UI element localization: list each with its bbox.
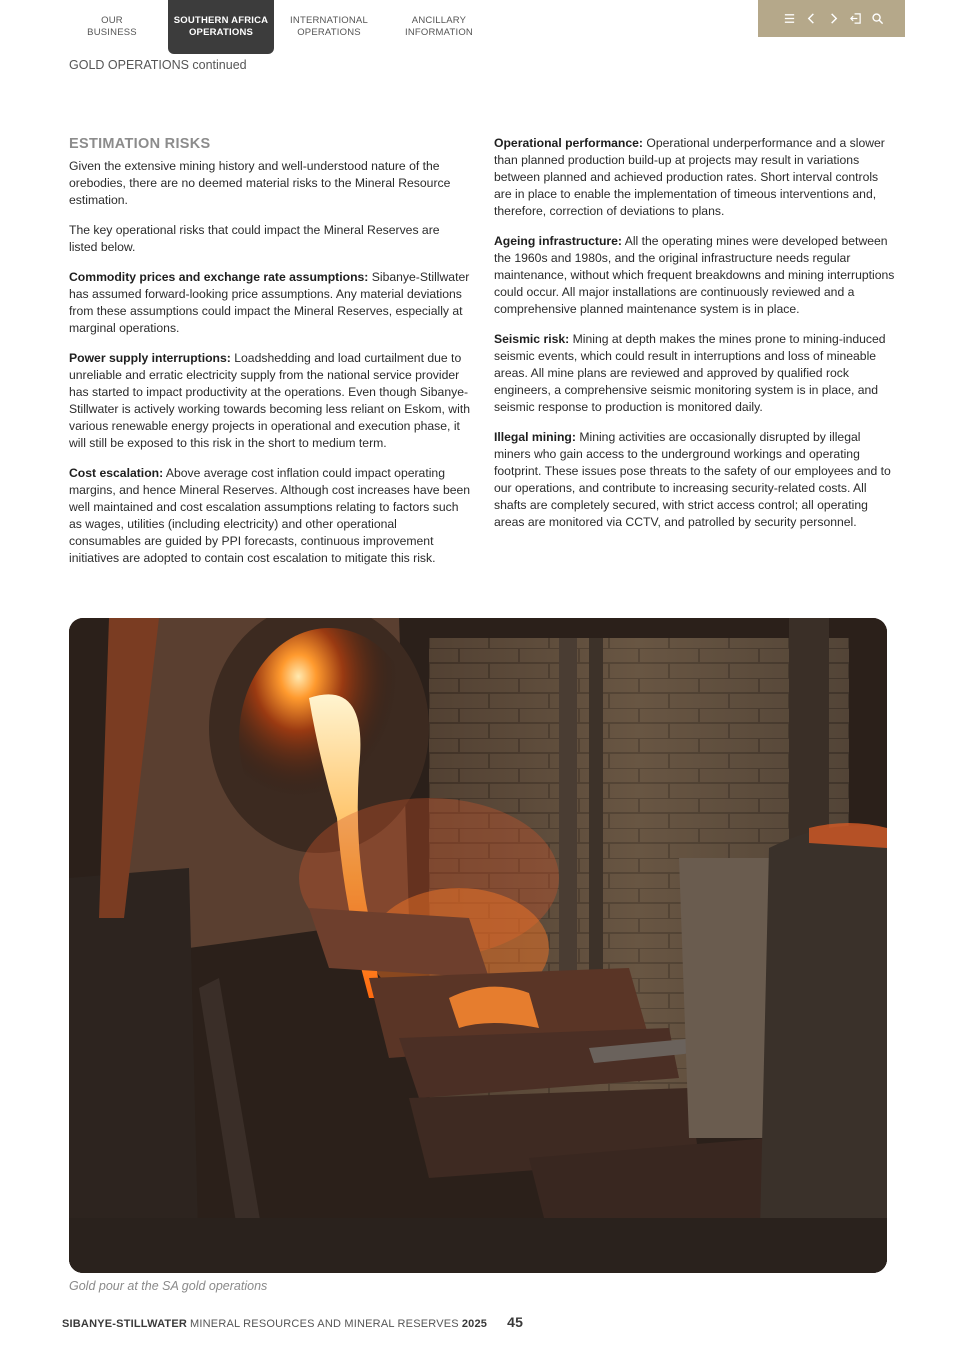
risk-paragraph bbox=[69, 269, 471, 337]
right-column bbox=[494, 135, 896, 544]
risk-text: All the operating mines were developed between the 1960s and 1980s, and the original infrastructure needs regular maintenance, without which frequent breakdowns and mining interruptions could occur. All major installations are continuously reviewed and a comprehensive planned maintenance system is in place. bbox=[494, 234, 895, 316]
gold-pour-photo bbox=[69, 618, 887, 1273]
previous-page-icon[interactable] bbox=[804, 11, 820, 27]
footer-brand: SIBANYE-STILLWATER bbox=[62, 1318, 188, 1330]
risk-title: Seismic risk: bbox=[494, 332, 570, 346]
back-icon[interactable] bbox=[847, 11, 863, 27]
risk-paragraph bbox=[494, 135, 896, 220]
risk-paragraph bbox=[69, 350, 471, 452]
menu-icon[interactable] bbox=[782, 11, 798, 27]
risk-paragraph bbox=[494, 233, 896, 318]
tab-ancillary-information[interactable] bbox=[390, 0, 488, 54]
tab-label-line2: OPERATIONS bbox=[188, 27, 254, 38]
paragraph bbox=[69, 158, 471, 209]
risk-title: Cost escalation: bbox=[69, 466, 164, 480]
next-page-icon[interactable] bbox=[825, 11, 841, 27]
risk-text: Mining activities are occasionally disrupted by illegal miners who gain access to the underground workings and operating footprint. These issues pose threats to the safety of our employees and to our operations, and contribute to increasing security-related costs. All shafts are completely secured, with strict access control; all operating areas are monitored via CCTV, and patrolled by security personnel. bbox=[494, 430, 891, 529]
risk-text: Sibanye-Stillwater has assumed forward-looking price assumptions. Any material deviations from these assumptions could impact the Mineral Reserves, especially at marginal operations. bbox=[69, 270, 470, 335]
risk-text: Above average cost inflation could impact operating margins, and hence Mineral Reserves. Although cost increases have been well maintained and cost escalation assumptions relating to factors such as wages, utilities (including electricity) and other operational consumables are guided by PPI forecasts, continuous improvement initiatives are adopted to contain cost escalation to mitigate this risk. bbox=[69, 466, 471, 565]
risk-title: Commodity prices and exchange rate assumptions: bbox=[69, 270, 369, 284]
left-column bbox=[69, 134, 471, 580]
tab-label-line2: BUSINESS bbox=[87, 27, 137, 38]
tab-label-line2: OPERATIONS bbox=[297, 27, 361, 38]
risk-text: Loadshedding and load curtailment due to unreliable and erratic electricity supply from the national service provider has started to impact productivity at the operations. Even though Sibanye-Stillwater is actively working towards becoming less reliant on Eskom, with various renewable energy projects in operational and execution phase, it will still be exposed to this risk in the short to medium term. bbox=[69, 351, 470, 450]
risk-paragraph bbox=[69, 465, 471, 567]
search-icon[interactable] bbox=[869, 11, 885, 27]
paragraph-text: Given the extensive mining history and well-understood nature of the orebodies, there are no deemed material risks to the Mineral Resource estimation. bbox=[69, 159, 451, 207]
section-heading: ESTIMATION RISKS bbox=[69, 136, 211, 152]
tab-international-operations[interactable] bbox=[280, 0, 378, 54]
page-number: 45 bbox=[507, 1314, 524, 1330]
tab-label-line1: ANCILLARY bbox=[411, 15, 467, 26]
photo-caption: Gold pour at the SA gold operations bbox=[69, 1279, 268, 1293]
tab-label-line1: OUR bbox=[101, 15, 123, 26]
footer-year: 2025 bbox=[461, 1318, 488, 1330]
page-footer bbox=[62, 1314, 523, 1330]
risk-text: Mining at depth makes the mines prone to mining-induced seismic events, which could result in interruptions and loss of mineable areas. All mine plans are reviewed and approved by qualified rock engineers, a comprehensive seismic monitoring system is in place, and seismic response to production is monitored daily. bbox=[494, 332, 886, 414]
risk-text: Operational underperformance and a slower than planned production build-up at projects may result in variations between planned and achieved production rates. Short interval controls are in place to enable the implementation of timeous interventions and, therefore, correction of deviations to plans. bbox=[494, 136, 885, 218]
risk-title: Power supply interruptions: bbox=[69, 351, 231, 365]
tab-label-line1: INTERNATIONAL bbox=[290, 15, 368, 26]
page-toolbar bbox=[758, 0, 905, 37]
tab-label-line2: INFORMATION bbox=[405, 27, 473, 38]
risk-title: Ageing infrastructure: bbox=[494, 234, 622, 248]
tab-southern-africa-operations[interactable] bbox=[168, 0, 274, 54]
risk-paragraph bbox=[494, 331, 896, 416]
risk-paragraph bbox=[494, 429, 896, 531]
tab-our-business[interactable] bbox=[68, 0, 156, 54]
paragraph-text: The key operational risks that could impact the Mineral Reserves are listed below. bbox=[69, 223, 440, 254]
risk-title: Illegal mining: bbox=[494, 430, 576, 444]
footer-document-title: MINERAL RESOURCES AND MINERAL RESERVES bbox=[190, 1318, 459, 1330]
section-label: GOLD OPERATIONS continued bbox=[69, 58, 247, 72]
tab-label-line1: SOUTHERN AFRICA bbox=[173, 15, 269, 26]
paragraph bbox=[69, 222, 471, 256]
risk-title: Operational performance: bbox=[494, 136, 643, 150]
